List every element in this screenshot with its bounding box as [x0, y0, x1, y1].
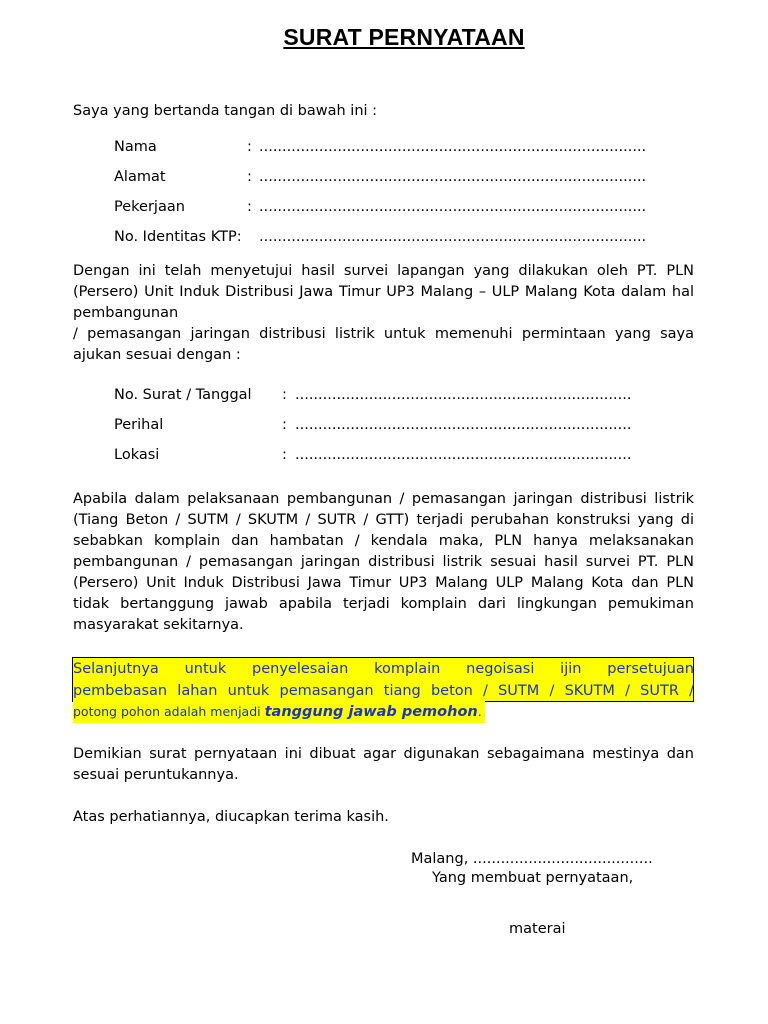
paragraph-approval-cont: / pemasangan jaringan distribusi listrik untuk memenuhi permintaan yang saya ajukan sesuai dengan : — [73, 326, 694, 363]
intro-text: Saya yang bertanda tangan di bawah ini : — [73, 103, 378, 119]
paragraph-approval: Dengan ini telah menyetujui hasil survei lapangan yang dilakukan oleh PT. PLN (Persero) Unit Induk Distribusi Jawa Timur UP3 Malang – ULP Malang Kota dalam hal pembangunan — [73, 263, 694, 321]
field-colon: : — [247, 139, 252, 155]
field-colon: : — [282, 447, 287, 463]
field-blank: .................................................................................... — [259, 139, 647, 155]
paragraph-closing: Demikian surat pernyataan ini dibuat agar digunakan sebagaimana mestinya dan sesuai peruntukannya. — [73, 746, 694, 783]
highlight-suffix: . — [477, 704, 482, 719]
field-blank: .................................................................................... — [259, 199, 647, 215]
signer-label: Yang membuat pernyataan, — [432, 870, 634, 886]
field-label: No. Surat / Tanggal — [114, 387, 252, 403]
field-colon: : — [247, 169, 252, 185]
highlight-line-2: pembebasan lahan untuk pemasangan tiang beton / SUTM / SKUTM / SUTR / — [73, 683, 694, 699]
place-date: Malang, ....................................... — [411, 851, 653, 867]
highlight-line-3 — [73, 701, 485, 723]
field-label: No. Identitas KTP: — [114, 229, 242, 245]
field-colon: : — [247, 199, 252, 215]
field-label: Lokasi — [114, 447, 160, 463]
field-label: Pekerjaan — [114, 199, 185, 215]
highlight-line-1: Selanjutnya untuk penyelesaian komplain negoisasi ijin persetujuan — [73, 661, 694, 677]
highlight-emphasis: tanggung jawab pemohon — [264, 704, 478, 720]
field-label: Nama — [114, 139, 157, 155]
field-blank: .................................................................................... — [259, 229, 647, 245]
field-label: Alamat — [114, 169, 166, 185]
document-title: SURAT PERNYATAAN — [283, 24, 525, 50]
highlight-prefix: potong pohon adalah menjadi — [73, 704, 265, 719]
field-colon: : — [282, 417, 287, 433]
stamp-label: materai — [509, 921, 566, 937]
field-blank: ......................................................................... — [295, 447, 632, 463]
field-label: Perihal — [114, 417, 164, 433]
thanks-text: Atas perhatiannya, diucapkan terima kasih. — [73, 809, 389, 825]
field-colon: : — [282, 387, 287, 403]
field-blank: ......................................................................... — [295, 387, 632, 403]
field-blank: .................................................................................... — [259, 169, 647, 185]
paragraph-construction: Apabila dalam pelaksanaan pembangunan / pemasangan jaringan distribusi listrik (Tiang Beton / SUTM / SKUTM / SUTR / GTT) terjadi perubahan konstruksi yang di sebabkan komplain dan hambatan / kendala maka, PLN hanya melaksanakan pembangunan / pemasangan jaringan distribusi listrik sesuai hasil survei PT. PLN (Persero) Unit Induk Distribusi Jawa Timur UP3 Malang ULP Malang Kota dan PLN tidak bertanggung jawab apabila terjadi komplain dari lingkungan pemukiman masyarakat sekitarnya. — [73, 491, 694, 633]
field-blank: ......................................................................... — [295, 417, 632, 433]
